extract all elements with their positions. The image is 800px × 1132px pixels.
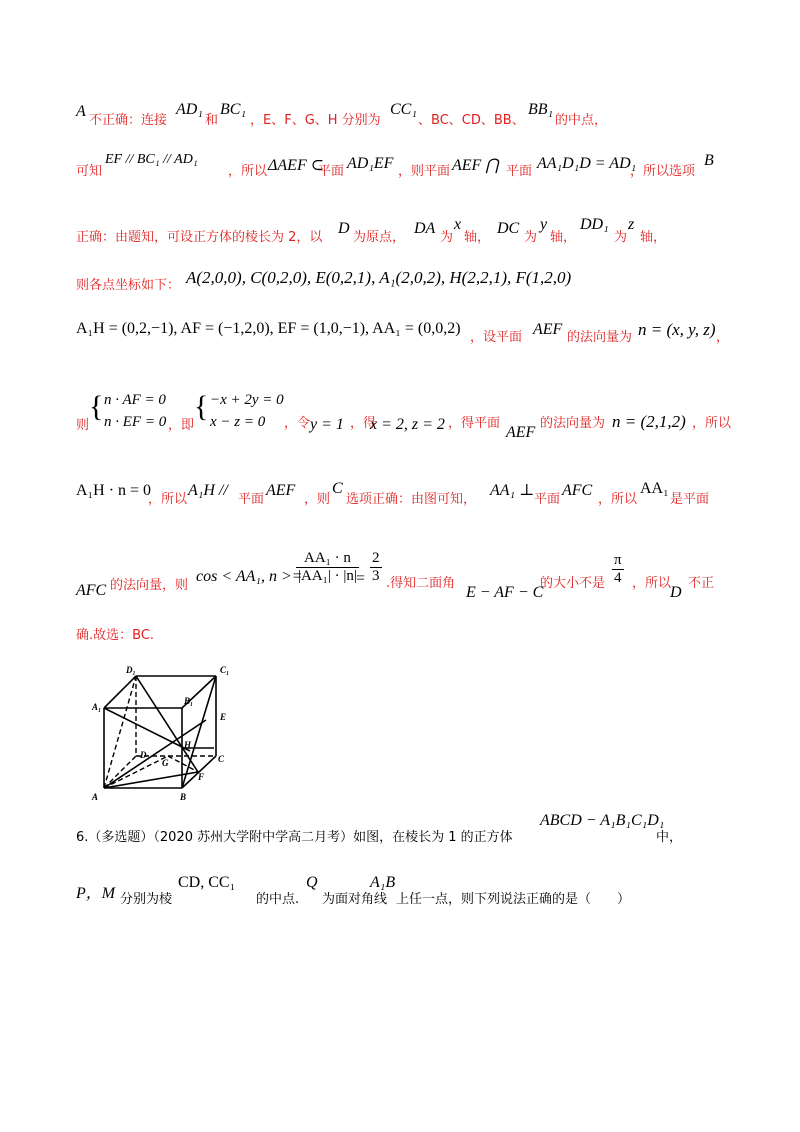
math: B	[704, 152, 714, 169]
math: Q	[306, 874, 318, 891]
fraction-two-thirds	[370, 550, 382, 585]
text: 选项正确：由图可知，	[346, 492, 477, 507]
text: ，所以	[632, 576, 672, 591]
math: D	[338, 220, 350, 237]
text: ，所以选项	[630, 164, 696, 179]
text: .得知二面角	[386, 576, 456, 591]
math-normal-vector: n = (x, y, z)	[638, 320, 716, 339]
vertex-label-B1: B₁	[184, 696, 194, 706]
vertex-label-C: C	[218, 754, 225, 764]
math: AD₁EF	[347, 155, 394, 172]
system-eq-2b: x − z = 0	[210, 414, 266, 430]
vertex-label-B: B	[180, 792, 187, 802]
math: z	[628, 216, 635, 233]
math: AEF	[266, 482, 296, 499]
vertex-label-D: D	[140, 750, 147, 760]
fraction-numerator: AA₁ · n	[296, 550, 359, 568]
math: AEF ⋂	[452, 157, 499, 174]
question-text: 6.（多选题）（2020 苏州大学附中学高二月考）如图，在棱长为 1 的正方体	[76, 830, 513, 845]
math-coordinates: A(2,0,0), C(0,2,0), E(0,2,1), A₁(2,0,2), H(2,2,1), F(1,2,0)	[186, 268, 572, 287]
system-eq-2a: −x + 2y = 0	[210, 392, 284, 408]
text: ，令	[284, 416, 311, 431]
text: 平面	[506, 164, 533, 179]
question-text: 分别为棱	[120, 892, 173, 907]
math: A₁B	[370, 874, 396, 891]
cube-figure	[88, 660, 248, 805]
text: 是平面	[670, 492, 710, 507]
text: 可知	[76, 164, 103, 179]
fraction-cos	[296, 550, 359, 585]
math-cube-name: ABCD − A₁B₁C₁D₁	[540, 812, 665, 829]
text: 轴，	[640, 230, 667, 245]
text: ，所以	[228, 164, 268, 179]
text: 则各点坐标如下：	[76, 278, 181, 293]
vertex-label-H: H	[184, 740, 192, 750]
math: DD₁	[580, 216, 609, 233]
math: y = 1	[310, 416, 344, 433]
math: E − AF − C	[466, 584, 544, 601]
text: ，设平面	[470, 330, 523, 345]
fraction-numerator: π	[614, 552, 622, 568]
text: ，所以	[692, 416, 732, 431]
math-A: A	[76, 103, 86, 120]
text: ，则	[304, 492, 331, 507]
math-equals: =	[356, 570, 366, 587]
math: P，M	[76, 885, 116, 902]
math: EF // BC₁ // AD₁	[105, 152, 198, 167]
text: 、BC、CD、BB、	[418, 113, 525, 128]
vertex-label-A1: A₁	[92, 702, 102, 712]
system-eq-1b: n · EF = 0	[104, 414, 167, 430]
text: 正确：由题知，可设正方体的棱长为 2，以	[76, 230, 323, 245]
left-brace: {	[89, 390, 104, 423]
text: 轴，	[550, 230, 577, 245]
text: ，所以	[598, 492, 638, 507]
text: 不正确：连接	[89, 113, 168, 128]
math: AA₁ ⊥	[490, 482, 535, 499]
math: A₁H //	[188, 482, 228, 499]
text: 和	[205, 113, 219, 128]
text: ，得平面	[448, 416, 501, 431]
question-text: 的中点.	[256, 892, 300, 907]
math: x = 2, z = 2	[370, 416, 445, 433]
math: n = (2,1,2)	[612, 412, 686, 431]
math: CD, CC₁	[178, 874, 236, 891]
text: 平面	[534, 492, 561, 507]
math-CC1: CC₁	[390, 101, 417, 118]
math: DA	[414, 220, 436, 237]
text: ，则平面	[398, 164, 451, 179]
system-eq-1a: n · AF = 0	[104, 392, 166, 408]
text: 不正	[688, 576, 715, 591]
math-BB1: BB₁	[528, 101, 554, 118]
question-text: 上任一点，则下列说法正确的是（ ）	[396, 892, 631, 907]
math: AEF	[533, 321, 563, 338]
math: y	[540, 216, 548, 233]
vertex-label-D1: D₁	[126, 665, 136, 675]
question-text: 中，	[656, 830, 683, 845]
math: AFC	[76, 582, 107, 599]
fraction-denominator: 4	[614, 570, 622, 586]
text: ，即	[168, 418, 195, 433]
fraction-denominator: 3	[372, 568, 380, 584]
text: 平面	[318, 164, 345, 179]
math: D	[670, 584, 682, 601]
text: 则	[76, 418, 90, 433]
text: 的法向量为	[567, 330, 633, 345]
text: ，	[716, 330, 730, 345]
text: ，得	[350, 416, 377, 431]
vertex-label-G: G	[162, 758, 169, 768]
text: 的中点，	[555, 113, 608, 128]
math: AEF	[506, 424, 536, 441]
math: ΔAEF ⊂	[268, 157, 325, 174]
math: AA₁D₁D = AD₁	[537, 155, 637, 172]
math: AA₁	[640, 480, 669, 497]
math-cos: cos < AA₁, n >=	[196, 568, 303, 585]
math: x	[454, 216, 462, 233]
left-brace: {	[194, 390, 209, 423]
text: 的法向量为	[540, 416, 606, 431]
text: 为	[440, 230, 454, 245]
math: A₁H · n = 0	[76, 482, 152, 499]
text: 为	[614, 230, 628, 245]
math-AD1: AD₁	[176, 101, 203, 118]
fraction-denominator: |AA₁| · |n|	[298, 568, 357, 584]
fraction-numerator: 2	[372, 550, 380, 566]
text: 的法向量，则	[110, 578, 189, 593]
math: DC	[497, 220, 520, 237]
math-vectors: A₁H = (0,2,−1), AF = (−1,2,0), EF = (1,0,−1), AA₁ = (0,0,2)	[76, 320, 461, 337]
vertex-label-C1: C₁	[220, 665, 230, 675]
text: 轴，	[464, 230, 491, 245]
vertex-label-A: A	[92, 792, 99, 802]
math-BC1: BC₁	[220, 101, 247, 118]
text: 为原点，	[353, 230, 406, 245]
fraction-pi-over-4	[612, 552, 624, 587]
math: C	[332, 480, 343, 497]
question-text: 为面对角线	[322, 892, 388, 907]
text: 的大小不是	[540, 576, 606, 591]
text: ，E、F、G、H 分别为	[250, 113, 381, 128]
text: ，所以	[148, 492, 188, 507]
vertex-label-E: E	[220, 712, 227, 722]
text: 平面	[238, 492, 265, 507]
vertex-label-F: F	[198, 772, 205, 782]
text: 为	[524, 230, 538, 245]
text: 确.故选：BC.	[76, 628, 155, 643]
math: AFC	[562, 482, 593, 499]
